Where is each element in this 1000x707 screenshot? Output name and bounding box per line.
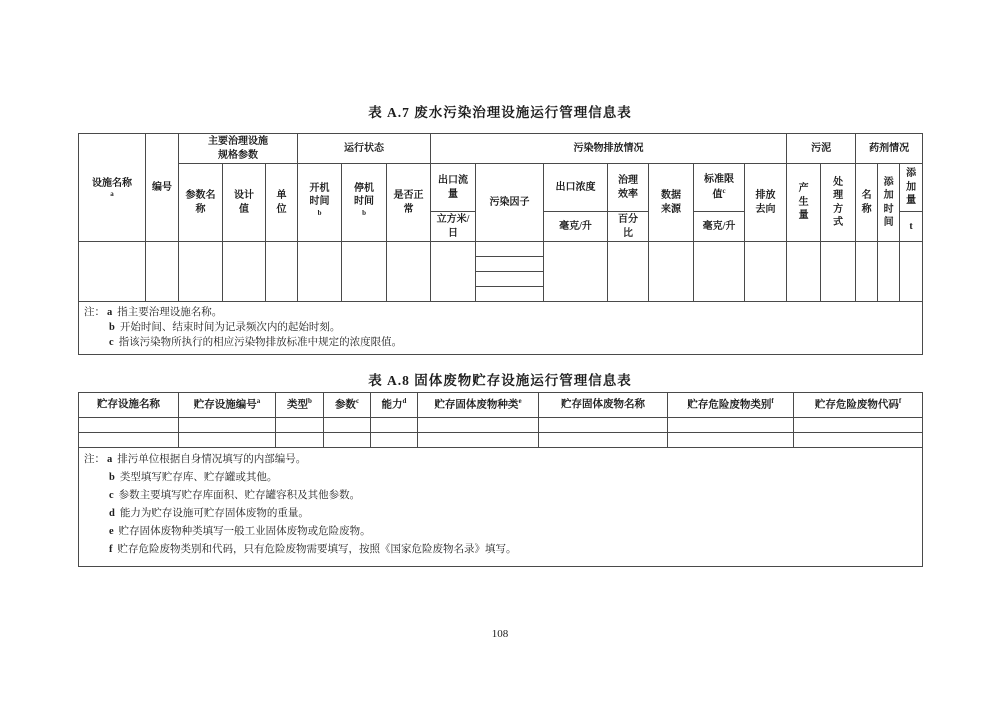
a7-group-agent: 药剂情况 xyxy=(856,134,923,164)
a8-note-a: 注： a 排污单位根据自身情况填写的内部编号。 xyxy=(84,454,307,465)
a7-body-cell xyxy=(878,242,900,302)
a8-body-cell xyxy=(794,433,923,448)
a8-col-waste-name: 贮存固体废物名称 xyxy=(539,393,668,418)
a8-col-hw-category: 贮存危险废物类别$^f$ xyxy=(668,393,794,418)
a7-col-unit: 单位 xyxy=(266,164,298,242)
a8-col-type: 类型$^b$ xyxy=(276,393,324,418)
a8-note-e: e 贮存固体废物种类填写一般工业固体废物或危险废物。 xyxy=(109,526,371,537)
a8-body-cell xyxy=(668,433,794,448)
a8-body-cell xyxy=(371,418,418,433)
table-a7 xyxy=(78,133,923,355)
a8-col-capacity: 能力$^d$ xyxy=(371,393,418,418)
a7-pollutant-subrow xyxy=(476,257,544,272)
a8-body-cell xyxy=(179,433,276,448)
a7-note-b: b 开始时间、结束时间为记录频次内的起始时刻。 xyxy=(109,322,341,333)
table-a8 xyxy=(78,392,923,567)
a7-col-outlet-conc: 出口浓度 xyxy=(544,164,608,212)
a7-body-cell xyxy=(298,242,342,302)
a7-body-cell xyxy=(544,242,608,302)
a7-col-param-name: 参数名称 xyxy=(179,164,223,242)
a7-col-agent-time: 添加时间 xyxy=(878,164,900,242)
a8-col-hw-code: 贮存危险废物代码$^f$ xyxy=(794,393,923,418)
a7-group-emission: 污染物排放情况 xyxy=(431,134,787,164)
page-number: 108 xyxy=(491,628,509,640)
a8-col-storage-name: 贮存设施名称 xyxy=(79,393,179,418)
a8-note-c: c 参数主要填写贮存库面积、贮存罐容积及其他参数。 xyxy=(109,490,361,501)
a7-col-number: 编号 xyxy=(146,134,179,242)
table-a8-title: 表 A.8 固体废物贮存设施运行管理信息表 xyxy=(368,373,632,388)
a7-body-cell xyxy=(179,242,223,302)
a7-unit-outlet-flow: 立方米/日 xyxy=(431,212,476,242)
table-a7-title: 表 A.7 废水污染治理设施运行管理信息表 xyxy=(368,105,632,120)
a7-col-is-normal: 是否正常 xyxy=(387,164,431,242)
a8-col-param: 参数$^c$ xyxy=(324,393,371,418)
a7-body-cell xyxy=(649,242,694,302)
a8-body-cell xyxy=(794,418,923,433)
a8-notes xyxy=(79,448,923,567)
a7-col-agent-amount: 添加量 xyxy=(900,164,923,212)
a8-note-f: f 贮存危险废物类别和代码，只有危险废物需要填写，按照《国家危险废物名录》填写。 xyxy=(109,544,517,555)
a7-unit-outlet-conc: 毫克/升 xyxy=(544,212,608,242)
a8-body-cell xyxy=(179,418,276,433)
a7-col-start-time: 开机时间$^b$ xyxy=(298,164,342,242)
a8-body-cell xyxy=(539,433,668,448)
a7-pollutant-subrow xyxy=(476,242,544,257)
a7-col-sludge-method: 处理方式 xyxy=(821,164,856,242)
a7-col-outlet-flow: 出口流量 xyxy=(431,164,476,212)
a7-body-cell xyxy=(223,242,266,302)
a7-body-cell xyxy=(266,242,298,302)
a7-body-cell xyxy=(787,242,821,302)
a7-note-a: 注： a 指主要治理设施名称。 xyxy=(84,307,223,318)
a7-unit-std-limit: 毫克/升 xyxy=(694,212,745,242)
a7-body-cell xyxy=(745,242,787,302)
a7-body-cell xyxy=(856,242,878,302)
a7-body-cell xyxy=(821,242,856,302)
a7-body-cell xyxy=(694,242,745,302)
a7-pollutant-subrow xyxy=(476,272,544,287)
a8-body-cell xyxy=(539,418,668,433)
a7-group-sludge: 污泥 xyxy=(787,134,856,164)
a8-body-cell xyxy=(276,418,324,433)
a7-col-agent-name: 名称 xyxy=(856,164,878,242)
a8-body-cell xyxy=(418,418,539,433)
a8-body-cell xyxy=(324,418,371,433)
a7-col-pollutant: 污染因子 xyxy=(476,164,544,242)
a7-body-cell xyxy=(146,242,179,302)
a8-note-d: d 能力为贮存设施可贮存固体废物的重量。 xyxy=(109,508,309,519)
a7-body-cell xyxy=(608,242,649,302)
a8-body-cell xyxy=(276,433,324,448)
a7-col-stop-time: 停机时间$^b$ xyxy=(342,164,387,242)
a7-body-cell xyxy=(431,242,476,302)
a7-col-design-value: 设计值 xyxy=(223,164,266,242)
a7-body-cell xyxy=(342,242,387,302)
a7-note-c: c 指该污染物所执行的相应污染物排放标准中规定的浓度限值。 xyxy=(109,337,403,348)
a8-col-waste-type: 贮存固体废物种类$^e$ xyxy=(418,393,539,418)
a8-body-cell xyxy=(418,433,539,448)
a8-body-cell xyxy=(324,433,371,448)
a8-col-storage-code: 贮存设施编号$^a$ xyxy=(179,393,276,418)
a7-unit-efficiency: 百分比 xyxy=(608,212,649,242)
a8-body-cell xyxy=(79,433,179,448)
a8-body-cell xyxy=(79,418,179,433)
a8-body-cell xyxy=(371,433,418,448)
a7-col-data-source: 数据来源 xyxy=(649,164,694,242)
a7-group-specs: 主要治理设施规格参数 xyxy=(179,134,298,164)
a7-pollutant-subrow xyxy=(476,287,544,302)
a7-col-efficiency: 治理效率 xyxy=(608,164,649,212)
a7-unit-agent-amount: t xyxy=(900,212,923,242)
a8-body-cell xyxy=(668,418,794,433)
a7-col-sludge-amount: 产生量 xyxy=(787,164,821,242)
a7-col-std-limit: 标准限值$^c$ xyxy=(694,164,745,212)
a7-body-cell xyxy=(900,242,923,302)
a7-body-cell xyxy=(79,242,146,302)
a7-notes xyxy=(79,302,923,355)
a7-group-run-status: 运行状态 xyxy=(298,134,431,164)
a7-col-facility-name: 设施名称 a xyxy=(79,134,146,242)
a7-body-cell xyxy=(387,242,431,302)
a8-note-b: b 类型填写贮存库、贮存罐或其他。 xyxy=(109,472,278,483)
a7-col-discharge-to: 排放去向 xyxy=(745,164,787,242)
